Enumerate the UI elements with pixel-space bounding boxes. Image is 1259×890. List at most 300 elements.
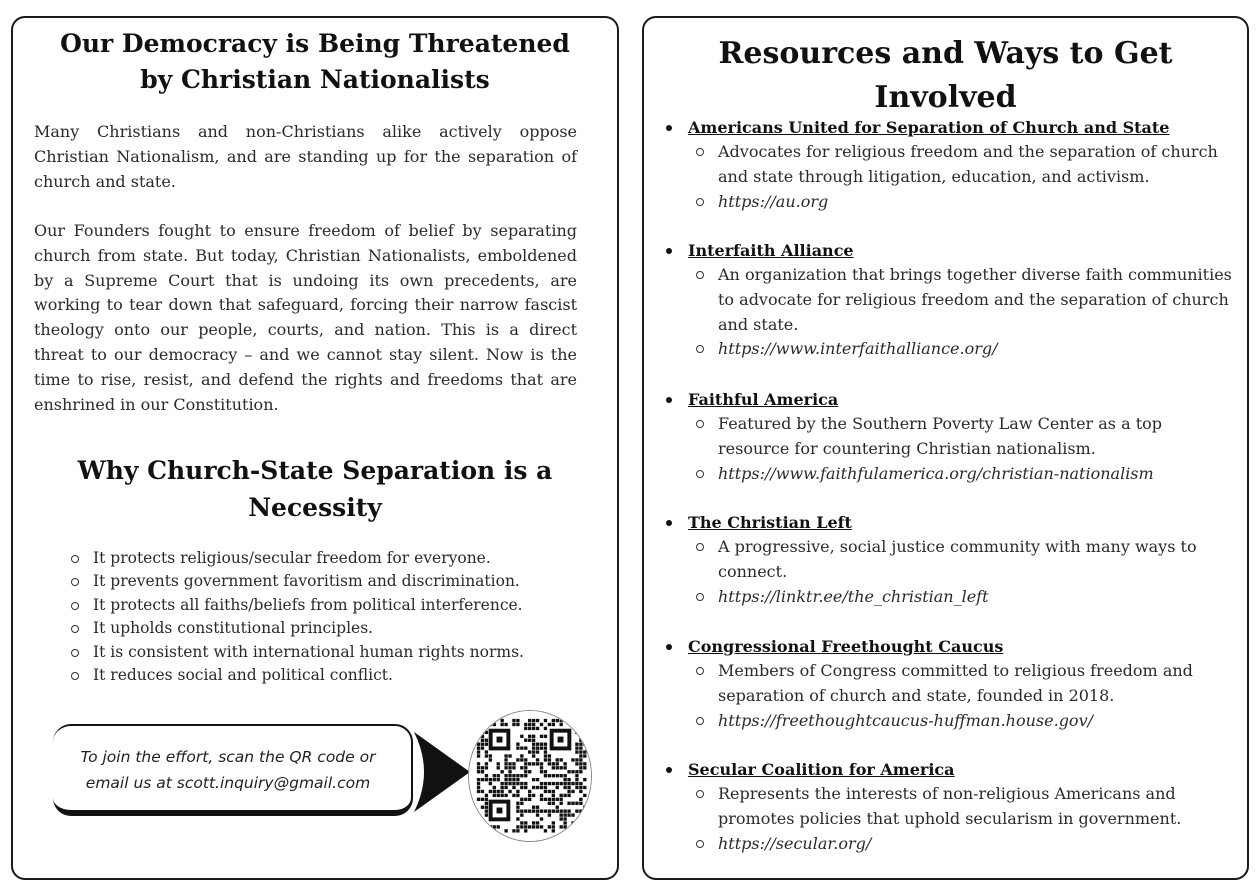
- qr-module: [536, 813, 539, 816]
- qr-module: [583, 750, 586, 753]
- qr-module: [528, 790, 531, 793]
- qr-module: [489, 758, 492, 761]
- qr-module: [516, 817, 519, 820]
- qr-module: [560, 802, 563, 805]
- resources-title: Resources and Ways to Get Involved: [718, 36, 1173, 115]
- qr-module: [532, 735, 535, 738]
- qr-module: [544, 719, 547, 722]
- qr-module: [579, 727, 582, 730]
- qr-module: [552, 723, 555, 726]
- qr-module: [477, 719, 480, 722]
- qr-module: [500, 770, 503, 773]
- qr-module: [524, 829, 527, 832]
- qr-module: [575, 802, 578, 805]
- qr-module: [579, 739, 582, 742]
- qr-module: [575, 821, 578, 824]
- resource-item: [666, 116, 1236, 214]
- org-description: Advocates for religious freedom and the separation of church and state through litigation, education, and activism.: [696, 140, 1236, 190]
- qr-module: [583, 743, 586, 746]
- qr-module: [563, 813, 566, 816]
- qr-module: [520, 821, 523, 824]
- qr-module: [477, 782, 480, 785]
- qr-module: [516, 782, 519, 785]
- qr-module: [536, 746, 539, 749]
- qr-module: [544, 809, 547, 812]
- qr-module: [560, 817, 563, 820]
- qr-module: [556, 806, 559, 809]
- qr-module: [532, 794, 535, 797]
- qr-module: [544, 798, 547, 801]
- org-description: An organization that brings together diverse faith communities to advocate for religious freedom and the separation of church and state.: [696, 263, 1236, 337]
- qr-module: [552, 809, 555, 812]
- qr-module: [477, 754, 480, 757]
- qr-module: [493, 778, 496, 781]
- qr-module: [477, 798, 480, 801]
- qr-module: [485, 774, 488, 777]
- org-name-link[interactable]: Faithful America: [666, 388, 1236, 412]
- qr-module: [536, 750, 539, 753]
- qr-module: [524, 723, 527, 726]
- qr-module: [583, 817, 586, 820]
- qr-module: [583, 723, 586, 726]
- qr-module: [583, 806, 586, 809]
- list-item: It reduces social and political conflict.: [71, 664, 591, 687]
- qr-module: [520, 774, 523, 777]
- qr-module: [548, 802, 551, 805]
- qr-module: [512, 723, 515, 726]
- qr-module: [532, 778, 535, 781]
- qr-module: [508, 770, 511, 773]
- qr-module: [477, 790, 480, 793]
- qr-module: [532, 762, 535, 765]
- qr-module: [504, 762, 507, 765]
- org-name-link[interactable]: Secular Coalition for America: [666, 758, 1236, 782]
- qr-module: [489, 719, 492, 722]
- qr-module: [532, 809, 535, 812]
- qr-module: [524, 739, 527, 742]
- qr-module: [579, 802, 582, 805]
- qr-module: [524, 782, 527, 785]
- qr-module: [477, 727, 480, 730]
- qr-code-pattern: [469, 711, 591, 841]
- qr-module: [477, 786, 480, 789]
- qr-module: [579, 809, 582, 812]
- qr-module: [477, 825, 480, 828]
- qr-module: [516, 774, 519, 777]
- qr-module: [508, 766, 511, 769]
- qr-module: [516, 746, 519, 749]
- qr-module: [560, 798, 563, 801]
- qr-module: [552, 766, 555, 769]
- qr-module: [548, 825, 551, 828]
- qr-module: [556, 719, 559, 722]
- qr-module: [560, 774, 563, 777]
- qr-module: [540, 798, 543, 801]
- qr-module: [536, 758, 539, 761]
- qr-module: [520, 809, 523, 812]
- qr-module: [500, 723, 503, 726]
- org-details: [696, 263, 1236, 362]
- qr-module: [524, 825, 527, 828]
- qr-module: [489, 723, 492, 726]
- page-title: [13, 26, 617, 98]
- qr-module: [579, 770, 582, 773]
- qr-module: [571, 802, 574, 805]
- list-item: It upholds constitutional principles.: [71, 617, 591, 640]
- qr-module: [579, 735, 582, 738]
- qr-module: [485, 762, 488, 765]
- qr-module: [497, 790, 500, 793]
- qr-module: [575, 750, 578, 753]
- qr-module: [481, 806, 484, 809]
- qr-module: [516, 758, 519, 761]
- qr-module: [516, 825, 519, 828]
- qr-module: [579, 746, 582, 749]
- qr-module: [552, 762, 555, 765]
- qr-module: [516, 719, 519, 722]
- qr-module: [524, 762, 527, 765]
- qr-module: [512, 719, 515, 722]
- org-url[interactable]: https://www.interfaithalliance.org/: [696, 337, 1236, 362]
- qr-module: [567, 778, 570, 781]
- qr-module: [512, 829, 515, 832]
- qr-module: [567, 813, 570, 816]
- qr-module: [563, 809, 566, 812]
- qr-module: [563, 778, 566, 781]
- qr-module: [528, 723, 531, 726]
- qr-module: [552, 719, 555, 722]
- qr-module: [571, 782, 574, 785]
- qr-module: [485, 754, 488, 757]
- qr-module: [516, 778, 519, 781]
- org-name-link[interactable]: The Christian Left: [666, 511, 1236, 535]
- right-panel: [642, 16, 1249, 880]
- qr-module: [477, 813, 480, 816]
- qr-module: [544, 790, 547, 793]
- qr-module: [481, 766, 484, 769]
- qr-module: [485, 731, 488, 734]
- qr-module: [512, 782, 515, 785]
- org-details: [696, 535, 1236, 609]
- qr-module: [552, 774, 555, 777]
- qr-module: [556, 798, 559, 801]
- qr-module: [563, 786, 566, 789]
- cta-line-2[interactable]: email us at scott.inquiry@gmail.com: [85, 774, 371, 792]
- qr-module: [489, 754, 492, 757]
- qr-module: [504, 778, 507, 781]
- qr-module: [540, 809, 543, 812]
- qr-module: [540, 723, 543, 726]
- qr-module: [532, 786, 535, 789]
- qr-module: [512, 762, 515, 765]
- qr-module: [563, 774, 566, 777]
- qr-module: [583, 794, 586, 797]
- title-line-2: by Christian Nationalists: [140, 65, 490, 94]
- qr-module: [571, 723, 574, 726]
- qr-module: [567, 782, 570, 785]
- qr-module: [520, 746, 523, 749]
- qr-module: [532, 739, 535, 742]
- qr-module: [548, 790, 551, 793]
- qr-module: [497, 774, 500, 777]
- qr-module: [524, 809, 527, 812]
- qr-module: [520, 786, 523, 789]
- qr-module: [508, 790, 511, 793]
- qr-module: [500, 719, 503, 722]
- qr-module: [575, 825, 578, 828]
- qr-module: [528, 735, 531, 738]
- qr-module: [477, 743, 480, 746]
- qr-module: [575, 758, 578, 761]
- qr-module: [520, 735, 523, 738]
- org-url[interactable]: https://linktr.ee/the_christian_left: [696, 585, 1236, 610]
- qr-module: [567, 802, 570, 805]
- qr-module: [548, 798, 551, 801]
- org-url[interactable]: https://freethoughtcaucus-huffman.house.gov/: [696, 709, 1236, 734]
- qr-module: [579, 766, 582, 769]
- qr-module: [493, 794, 496, 797]
- call-to-action-text: [63, 744, 393, 796]
- call-to-action-box: [53, 724, 413, 816]
- qr-module: [579, 825, 582, 828]
- qr-module: [477, 735, 480, 738]
- qr-module: [489, 782, 492, 785]
- qr-module: [497, 778, 500, 781]
- qr-module: [512, 794, 515, 797]
- org-name-link[interactable]: Americans United for Separation of Church and State: [666, 116, 1236, 140]
- qr-module: [500, 790, 503, 793]
- qr-module: [520, 782, 523, 785]
- qr-module: [560, 809, 563, 812]
- qr-module: [548, 809, 551, 812]
- qr-module: [575, 809, 578, 812]
- qr-module: [536, 727, 539, 730]
- org-url[interactable]: https://www.faithfulamerica.org/christian-nationalism: [696, 462, 1236, 487]
- qr-module: [556, 774, 559, 777]
- qr-module: [575, 762, 578, 765]
- qr-module: [540, 825, 543, 828]
- qr-module: [485, 794, 488, 797]
- qr-module: [500, 794, 503, 797]
- qr-module: [516, 829, 519, 832]
- qr-module: [579, 731, 582, 734]
- qr-module: [556, 766, 559, 769]
- qr-module: [493, 723, 496, 726]
- qr-module: [563, 825, 566, 828]
- qr-module: [508, 754, 511, 757]
- qr-module: [520, 813, 523, 816]
- qr-module: [579, 758, 582, 761]
- qr-module: [575, 778, 578, 781]
- qr-module: [540, 766, 543, 769]
- qr-module: [485, 829, 488, 832]
- qr-module: [504, 766, 507, 769]
- qr-module: [579, 743, 582, 746]
- qr-module: [556, 782, 559, 785]
- resource-item: [666, 635, 1236, 733]
- qr-module: [552, 821, 555, 824]
- qr-module: [563, 782, 566, 785]
- org-details: [696, 140, 1236, 214]
- qr-module: [575, 770, 578, 773]
- qr-module: [481, 821, 484, 824]
- qr-module: [489, 825, 492, 828]
- qr-module: [560, 766, 563, 769]
- qr-module: [552, 782, 555, 785]
- qr-module: [485, 798, 488, 801]
- qr-module: [579, 790, 582, 793]
- qr-module: [520, 825, 523, 828]
- qr-module: [477, 778, 480, 781]
- qr-module: [583, 786, 586, 789]
- qr-module: [579, 817, 582, 820]
- qr-module: [579, 786, 582, 789]
- qr-module: [583, 762, 586, 765]
- qr-module: [489, 829, 492, 832]
- title-line-1: Our Democracy is Being Threatened: [60, 29, 570, 58]
- qr-module: [567, 790, 570, 793]
- qr-module: [493, 825, 496, 828]
- qr-module: [497, 762, 500, 765]
- qr-module: [524, 770, 527, 773]
- org-name-link[interactable]: Congressional Freethought Caucus: [666, 635, 1236, 659]
- founders-paragraph: Our Founders fought to ensure freedom of belief by separating church from state. But today, Christian Nationalists, emboldened by a Supreme Court that is undoing its own precedents, are working to tear down that safeguard, forcing their narrow fascist theology onto our people, courts, and nation. This is a direct threat to our democracy – and we cannot stay silent. Now is the time to rise, resist, and defend the rights and freedoms that are enshrined in our Constitution.: [34, 221, 577, 414]
- qr-module: [504, 786, 507, 789]
- qr-module: [544, 774, 547, 777]
- qr-module: [540, 735, 543, 738]
- qr-module: [512, 786, 515, 789]
- org-details: [696, 659, 1236, 733]
- qr-module: [504, 782, 507, 785]
- list-item: It protects religious/secular freedom for everyone.: [71, 547, 591, 570]
- qr-module: [477, 766, 480, 769]
- qr-module: [556, 809, 559, 812]
- qr-module: [477, 750, 480, 753]
- qr-module: [485, 750, 488, 753]
- qr-module: [560, 813, 563, 816]
- qr-module: [520, 802, 523, 805]
- qr-module: [485, 743, 488, 746]
- section-heading-line-1: Why Church-State Separation is a: [77, 456, 553, 485]
- list-item: It is consistent with international human rights norms.: [71, 641, 591, 664]
- cta-line-1: To join the effort, scan the QR code or: [80, 748, 376, 766]
- qr-module: [544, 727, 547, 730]
- qr-module: [528, 739, 531, 742]
- org-description: Featured by the Southern Poverty Law Center as a top resource for countering Christian nationalism.: [696, 412, 1236, 462]
- qr-module: [567, 770, 570, 773]
- qr-module: [544, 782, 547, 785]
- org-name-link[interactable]: Interfaith Alliance: [666, 239, 1236, 263]
- resource-item: [666, 758, 1236, 856]
- qr-module: [504, 754, 507, 757]
- qr-module: [548, 754, 551, 757]
- qr-module: [579, 762, 582, 765]
- qr-module: [544, 758, 547, 761]
- qr-module: [528, 825, 531, 828]
- qr-module: [481, 735, 484, 738]
- qr-module: [477, 746, 480, 749]
- qr-module: [532, 719, 535, 722]
- qr-module: [493, 790, 496, 793]
- qr-module: [571, 758, 574, 761]
- qr-module: [575, 743, 578, 746]
- qr-module: [512, 778, 515, 781]
- qr-module: [536, 762, 539, 765]
- qr-module: [508, 778, 511, 781]
- list-item: It protects all faiths/beliefs from political interference.: [71, 594, 591, 617]
- qr-module: [556, 758, 559, 761]
- qr-module: [552, 825, 555, 828]
- qr-module: [532, 821, 535, 824]
- list-item: It prevents government favoritism and discrimination.: [71, 570, 591, 593]
- qr-module: [552, 798, 555, 801]
- qr-module: [540, 817, 543, 820]
- qr-module: [544, 746, 547, 749]
- qr-module: [481, 825, 484, 828]
- qr-module: [497, 825, 500, 828]
- qr-module: [485, 809, 488, 812]
- qr-module: [575, 719, 578, 722]
- qr-module: [504, 794, 507, 797]
- qr-module: [579, 754, 582, 757]
- qr-module: [516, 802, 519, 805]
- qr-module: [544, 743, 547, 746]
- org-url[interactable]: https://secular.org/: [696, 832, 1236, 857]
- qr-module: [528, 727, 531, 730]
- qr-module: [516, 790, 519, 793]
- qr-module: [504, 723, 507, 726]
- qr-module: [583, 766, 586, 769]
- qr-code-image[interactable]: [468, 710, 592, 842]
- qr-module: [583, 754, 586, 757]
- qr-module: [532, 754, 535, 757]
- qr-module: [512, 766, 515, 769]
- qr-module: [493, 719, 496, 722]
- qr-module: [524, 727, 527, 730]
- qr-module: [481, 770, 484, 773]
- qr-module: [560, 719, 563, 722]
- qr-module: [563, 766, 566, 769]
- org-url[interactable]: https://au.org: [696, 190, 1236, 215]
- qr-module: [524, 746, 527, 749]
- qr-module: [485, 766, 488, 769]
- qr-module: [532, 746, 535, 749]
- qr-module: [567, 786, 570, 789]
- qr-module: [571, 813, 574, 816]
- qr-module: [536, 809, 539, 812]
- qr-module: [575, 723, 578, 726]
- qr-module: [548, 774, 551, 777]
- qr-module: [516, 794, 519, 797]
- reasons-list: [71, 547, 591, 687]
- qr-module: [477, 762, 480, 765]
- qr-module: [508, 774, 511, 777]
- qr-module: [544, 829, 547, 832]
- qr-module: [489, 790, 492, 793]
- qr-module: [548, 813, 551, 816]
- qr-module: [520, 766, 523, 769]
- qr-module: [548, 758, 551, 761]
- section-heading: [13, 452, 617, 526]
- qr-module: [485, 802, 488, 805]
- org-details: [696, 412, 1236, 486]
- qr-module: [540, 782, 543, 785]
- org-details: [696, 782, 1236, 856]
- qr-module: [528, 809, 531, 812]
- qr-module: [493, 774, 496, 777]
- qr-module: [563, 794, 566, 797]
- qr-module: [556, 762, 559, 765]
